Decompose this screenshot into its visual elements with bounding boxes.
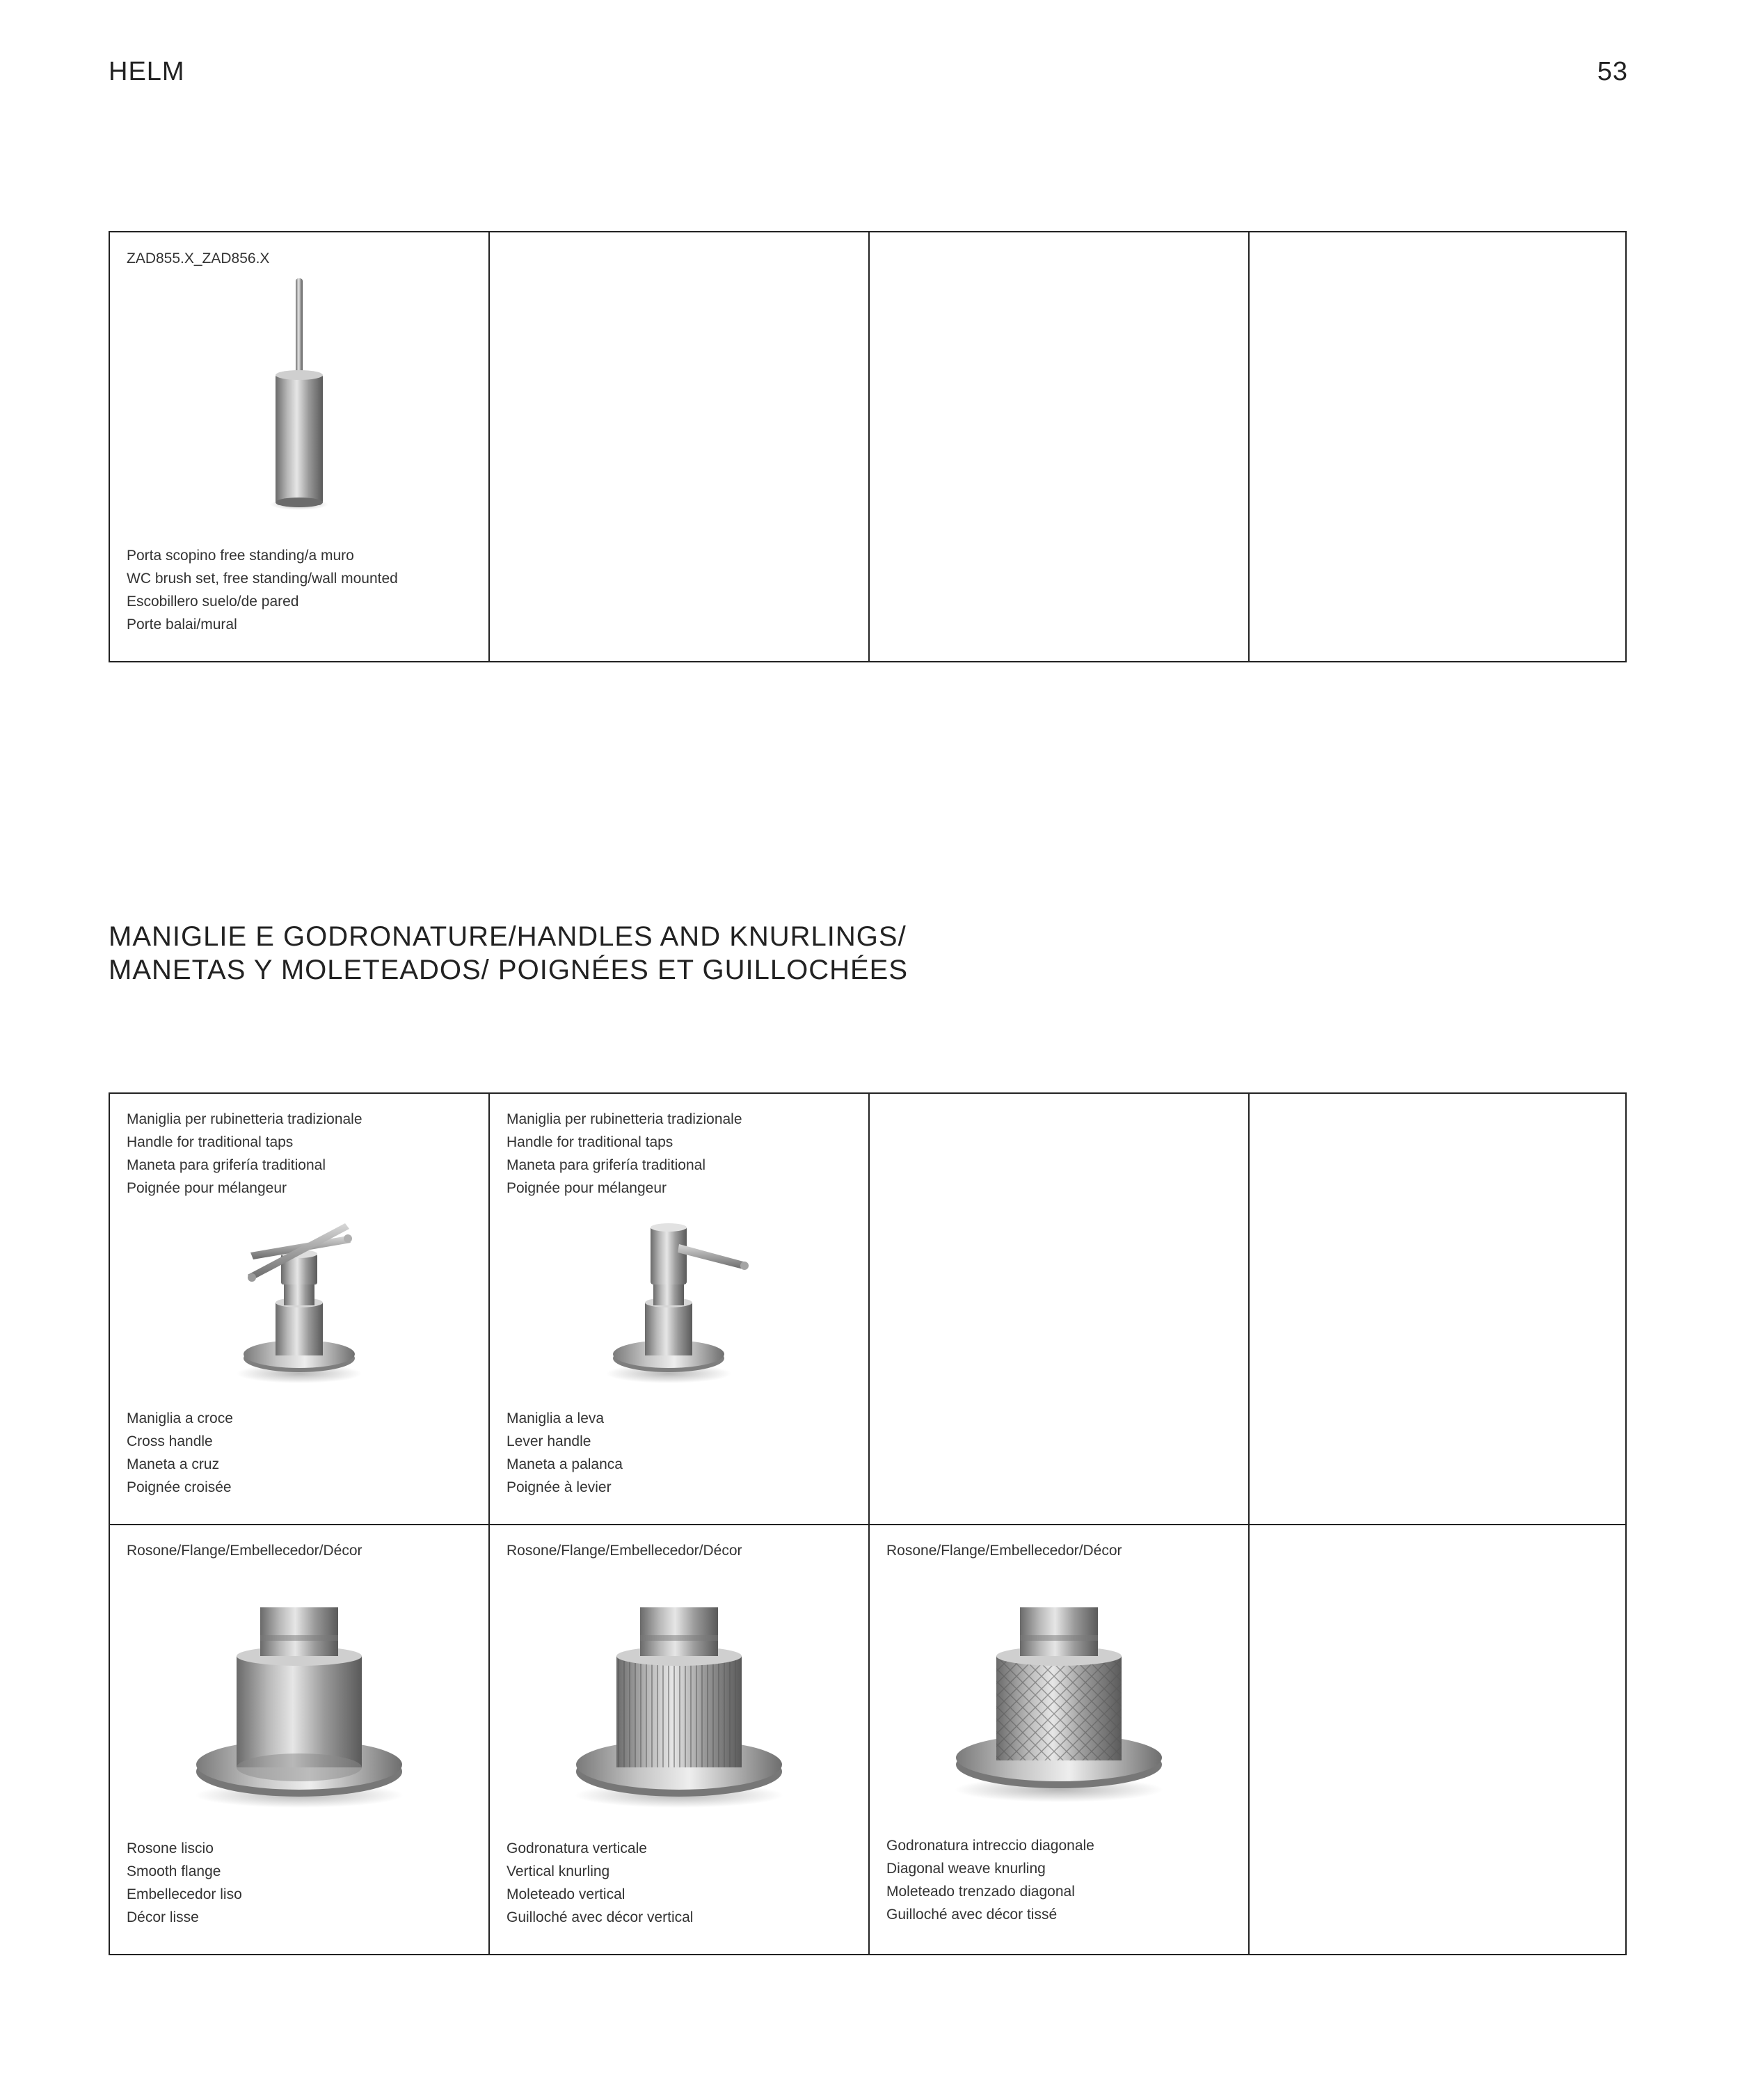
accessory-description: Porta scopino free standing/a muro WC brush set, free standing/wall mounted Escobillero suelo/de pared Porte balai/mural: [127, 548, 398, 633]
wc-brush-image: [110, 278, 488, 515]
empty-cell: [868, 1092, 1248, 1524]
handle-bottom-text: Maniglia a croce Cross handle Maneta a cruz Poignée croisée: [127, 1410, 233, 1495]
handle-card-cross: [109, 1092, 488, 1524]
cross-handle-icon: [223, 1219, 376, 1386]
accessory-grid: [109, 231, 1627, 662]
product-code: ZAD855.X_ZAD856.X: [127, 250, 270, 267]
smooth-flange-image: [110, 1607, 488, 1809]
diagonal-knurl-image: [870, 1607, 1248, 1809]
flange-card-vertical: [488, 1524, 868, 1955]
flange-card-diagonal: [868, 1524, 1248, 1955]
empty-cell: [488, 231, 868, 662]
cross-handle-image: [110, 1219, 488, 1386]
empty-cell: [1248, 231, 1627, 662]
flange-bottom-text: Rosone liscio Smooth flange Embellecedor liso Décor lisse: [127, 1840, 242, 1925]
handle-bottom-text: Maniglia a leva Lever handle Maneta a palanca Poignée à levier: [507, 1410, 623, 1495]
flange-top-text: Rosone/Flange/Embellecedor/Décor: [127, 1543, 362, 1559]
section-title: MANIGLIE E GODRONATURE/HANDLES AND KNURLINGS/ MANETAS Y MOLETEADOS/ POIGNÉES ET GUILLOCHÉES: [109, 921, 909, 985]
flange-card-smooth: [109, 1524, 488, 1955]
brand-title: HELM: [109, 57, 185, 86]
lever-handle-icon: [603, 1219, 756, 1386]
flange-bottom-text: Godronatura intreccio diagonale Diagonal weave knurling Moleteado trenzado diagonal Guilloché avec décor tissé: [886, 1838, 1094, 1923]
diagonal-knurl-icon: [948, 1607, 1170, 1809]
lever-handle-image: [490, 1219, 868, 1386]
handle-card-lever: [488, 1092, 868, 1524]
empty-cell: [1248, 1092, 1627, 1524]
wc-brush-icon: [230, 278, 369, 515]
handle-top-text: Maniglia per rubinetteria tradizionale Handle for traditional taps Maneta para grifería traditional Poignée pour mélangeur: [127, 1111, 362, 1196]
page-number: 53: [1597, 57, 1628, 86]
vertical-knurl-icon: [568, 1607, 790, 1809]
vertical-knurl-image: [490, 1607, 868, 1809]
empty-cell: [1248, 1524, 1627, 1955]
handle-top-text: Maniglia per rubinetteria tradizionale Handle for traditional taps Maneta para grifería traditional Poignée pour mélangeur: [507, 1111, 742, 1196]
accessory-card: [109, 231, 488, 662]
smooth-flange-icon: [188, 1607, 410, 1809]
empty-cell: [868, 231, 1248, 662]
flange-bottom-text: Godronatura verticale Vertical knurling Moleteado vertical Guilloché avec décor vertical: [507, 1840, 694, 1925]
flange-top-text: Rosone/Flange/Embellecedor/Décor: [507, 1543, 742, 1559]
flange-top-text: Rosone/Flange/Embellecedor/Décor: [886, 1543, 1122, 1559]
handles-grid: [109, 1092, 1627, 1955]
